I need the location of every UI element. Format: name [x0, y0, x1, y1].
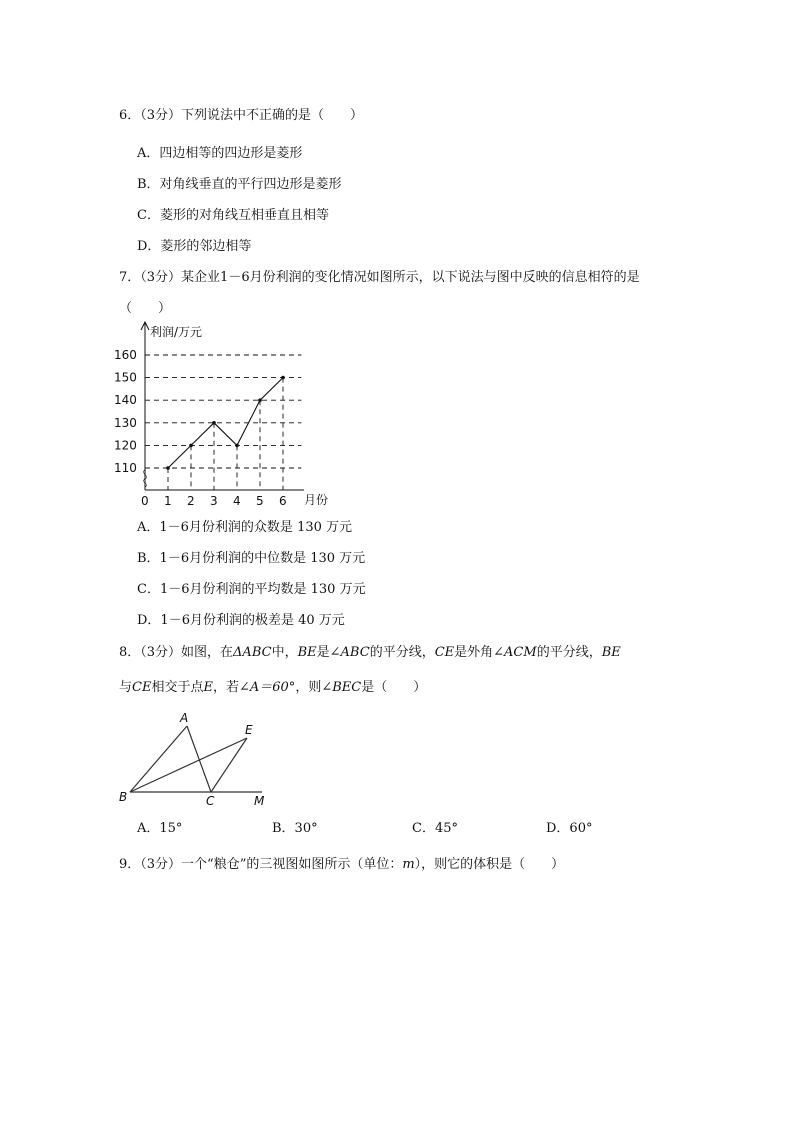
q6-stem: 6．（3分）下列说法中不正确的是（ ）	[119, 108, 364, 123]
x-tick-label: 1	[164, 494, 172, 508]
x-axis-label: 月份	[304, 493, 329, 507]
data-point-month-6	[281, 376, 285, 380]
segment-AC	[187, 726, 211, 792]
x-tick-label: 2	[187, 494, 195, 508]
data-point-month-5	[258, 398, 262, 402]
label-E: E	[245, 723, 253, 737]
q7-option-a: A．1－6月份利润的众数是 130 万元	[137, 520, 353, 535]
q8-option-a: A．15°	[137, 821, 183, 836]
q6-option-b: B．对角线垂直的平行四边形是菱形	[137, 177, 342, 192]
label-C: C	[206, 794, 215, 808]
q8-stem-line1: 8．（3分）如图，在ΔABC中，BE是∠ABC的平分线，CE是外角∠ACM的平分线，BE	[119, 645, 621, 660]
q6-option-a: A．四边相等的四边形是菱形	[137, 146, 303, 161]
q7-stem-line1: 7．（3分）某企业1－6月份利润的变化情况如图所示，以下说法与图中反映的信息相符的是	[119, 270, 640, 285]
x-tick-label: 4	[233, 494, 241, 508]
y-tick-label: 150	[114, 370, 137, 385]
y-tick-label: 130	[114, 415, 137, 430]
q7-option-b: B．1－6月份利润的中位数是 130 万元	[137, 551, 366, 566]
data-point-month-4	[235, 444, 239, 448]
segment-BA	[130, 726, 187, 792]
data-point-month-1	[166, 466, 170, 470]
label-M: M	[254, 794, 265, 808]
q6-option-c: C．菱形的对角线互相垂直且相等	[137, 208, 329, 223]
label-B: B	[119, 790, 128, 804]
y-tick-label: 120	[114, 438, 137, 453]
q8-option-d: D．60°	[546, 821, 593, 836]
q7-option-c: C．1－6月份利润的平均数是 130 万元	[137, 582, 366, 597]
q8-option-b: B．30°	[272, 821, 318, 836]
q8-stem-line2: 与CE相交于点E，若∠A＝60°，则∠BEC是（ ）	[119, 680, 427, 695]
y-tick-label: 110	[114, 461, 137, 475]
y-tick-label: 160	[114, 348, 137, 362]
axis-break-mark	[144, 470, 146, 487]
x-tick-label: 6	[279, 494, 287, 508]
triangle-figure	[115, 708, 275, 810]
y-axis-label: 利润/万元	[150, 325, 203, 339]
q6-option-d: D．菱形的邻边相等	[137, 239, 252, 254]
data-point-month-2	[189, 444, 193, 448]
q8-option-c: C．45°	[412, 821, 458, 836]
y-tick-label: 140	[114, 393, 137, 408]
x-tick-label: 5	[256, 494, 264, 508]
x-tick-label: 3	[210, 494, 218, 508]
data-point-month-3	[212, 421, 216, 425]
x-tick-label: 0	[141, 494, 149, 508]
q7-stem-line2: （ ）	[119, 301, 172, 316]
q9-stem: 9．（3分）一个“粮仓”的三视图如图所示（单位：m），则它的体积是（ ）	[119, 857, 565, 872]
profit-line-chart	[112, 318, 362, 518]
q7-option-d: D．1－6月份利润的极差是 40 万元	[137, 613, 345, 628]
label-A: A	[180, 711, 189, 725]
